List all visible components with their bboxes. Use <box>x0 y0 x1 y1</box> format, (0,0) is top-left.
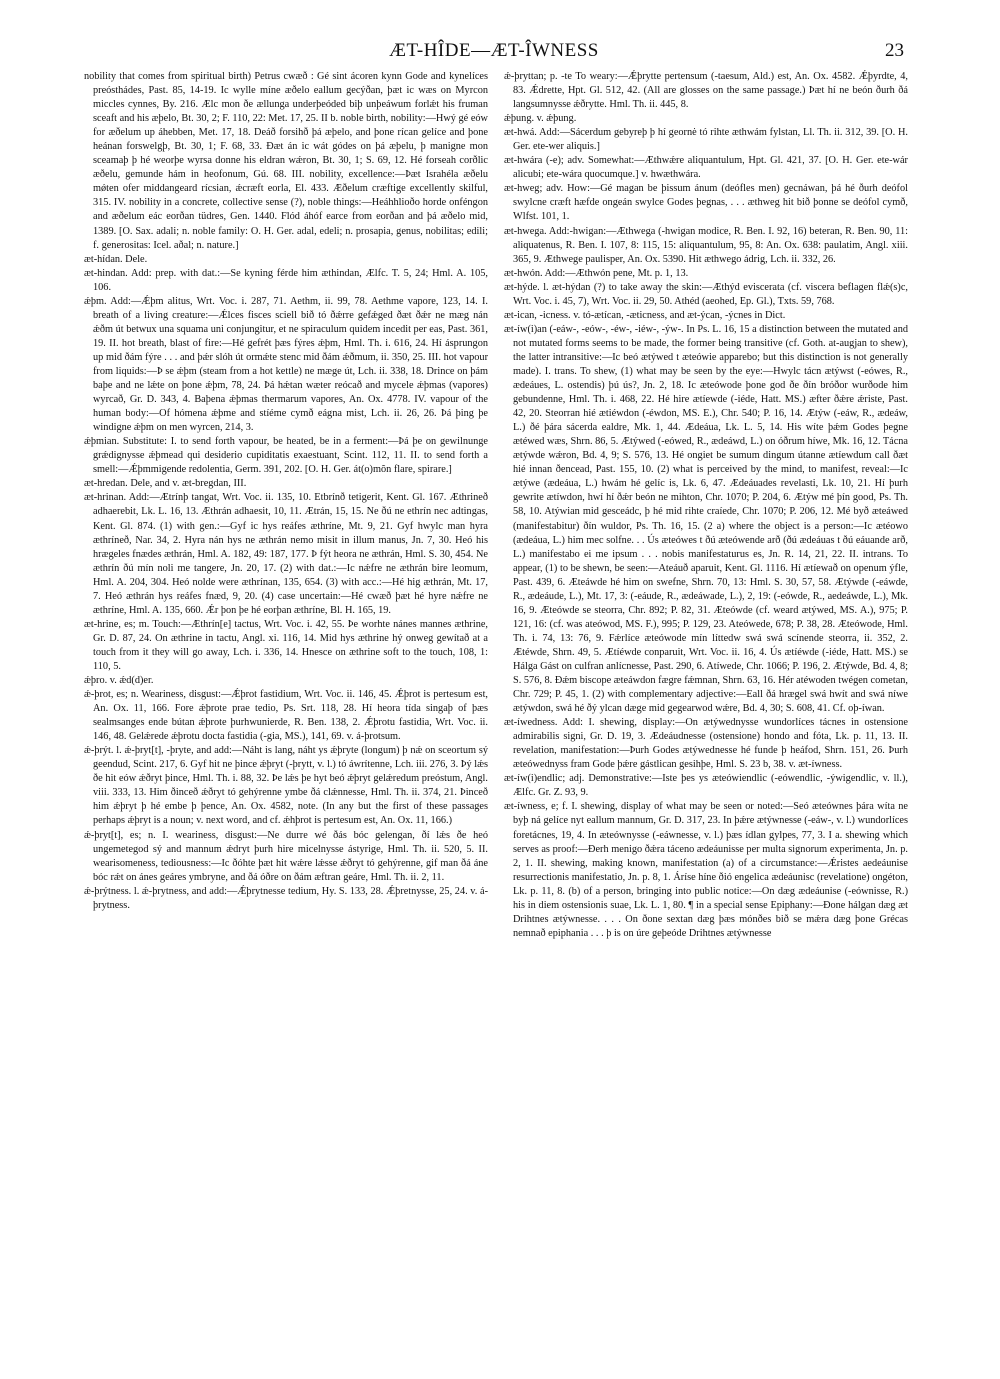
dictionary-entry: ǽ-þryttan; p. -te To weary:—Ǽþrytte pertensum (-taesum, Ald.) est, An. Ox. 4582. Ǽþyrdte, 4, 83. Ǽdrette, Hpt. Gl. 512, 42. (All are glosses on the same passage.) Þæt hí ne beón ðurh ðá langsumnysse ǽðrytte. Hml. Th. ii. 445, 8. <box>504 71 908 111</box>
dictionary-entry: æt-hrinan. Add:—Ætrínþ tangat, Wrt. Voc. ii. 135, 10. Etbrínð tetigerit, Kent. Gl. 167. Æthrineð adhaerebit, Lk. L. 16, 13. Æthrán adhaesit, 10, 11. Ætrán, 15, 15. Ne ðú ne ethrín nec adtingas, Kent. Gl. 874. (1) with gen.:—Gyf ic hys reáfes æthríne, Mt. 9, 21. Gyf hwylc man hyra æthríneð, Nar. 34, 2. Hyra nán hys ne æthrán nemo misit in illum manus, Jn. 7, 30. Heó his hrægeles fnædes æthrán, Hml. A. 182, 49: 187, 177. Þ fýt heora ne æthrán, Hml. S. 30, 454. Ne æthrín ðú mín noli me tangere, Jn. 20, 17. (2) with dat.:—Ic nǽfre ne æthrán bire leomum, Hml. A. 204, 304. Heó nolde were æthrínan, 135, 654. (3) with acc.:—Hé hig æthrán, Mt. 17, 7. Heó æthrán hys reáfes fnæd, 9, 20. (4) case uncertain:—Hé cwæð þæt hé hyre nǽfre ne æthríne, Hml. A. 135, 660. Ǽr þon þe hé eorþan æthríne, Bl. H. 165, 19. <box>84 492 488 616</box>
dictionary-entry: æt-hwega. Add:-hwigan:—Æthwega (-hwigan modice, R. Ben. I. 92, 16) beteran, R. Ben. 90, 11: aliquatenus, R. Ben. I. 107, 8: 115, 15: aliquantulum, 95, 8: An. Ox. 638: paulatim, Angl. xiii. 365, 9. Æthwege paulisper, An. Ox. 5390. Hit æthwego ádrig, Lch. ii. 332, 26. <box>504 225 908 265</box>
dictionary-entry: ǽ-þrýt. l. ǽ-þryt[t], -þryte, and add:—Náht is lang, náht ys ǽþryte (longum) þ nǽ on sceortum sý geendud, Scint. 217, 6. Gyf hit ne þince ǽþryt (-þrytt, v. l.) tó áwrítenne, Lch. iii. 276, 3. Þý lǽs ðe hit eów ǽðryt þince, Hml. Th. i. 88, 32. Þe lǽs þe hyt beó ǽþryt gelǽredum preóstum, Angl. viii. 333, 13. Him ðinceð ǽðryt tó gehýrenne ymbe ðá clǽnnesse, Hml. Th. ii. 374, 21. Þinceð him ǽþryt þ hé embe þ þence, An. Ox. 4582, note. (In any but the first of these passages perhaps ǽþryt is a noun; v. next word, and cf. ǽhþrot is pertesum est, An. Ox. 11, 166.) <box>84 745 488 827</box>
dictionary-entry: æt-íwness, e; f. I. shewing, display of what may be seen or noted:—Seó æteównes þára wíta ne byþ ná gelíce nyt eallum mannum, Gr. D. 317, 23. In þǽre ætýwnesse (-eáw-, v. l.) wundorlíces foretácnes, 19, 4. In æteównysse (-eáwnesse, v. l.) þæs ídlan gylpes, 77, 3. I a. shewing which serves as proof:—Ðerh menigo ðǽra táceno ædeáunisse per multa signorum experimenta, Jn. p. 2, 1. II. shewing, making known, manifestation (a) of a circumstance:—Ǽristes aedeáunise resurrectionis manifestatio, Jn. p. 8, 1. Áríse híne ðió engelica ædeáunisc (revelatione) ongéton, Lk. p. 11, 8. (b) of a person, bringing into public notice:—On dæg ædeáunise (-eównisse, R.) his in diem ostensionis suae, Lk. L. 1, 80. ¶ in a special sense Epiphany:—Ðone hálgan dæg æt Drihtnes ætýwnesse. . . . On ðone sextan dæg þæs mónðes bið se mǽra dæg þone Grécas nemnað epiphania . . . þ is on úre geþeóde Drihtnes ætýwnesse <box>504 801 908 939</box>
dictionary-entry: æt-hýde. l. æt-hýdan (?) to take away the skin:—Æthýd eviscerata (cf. viscera beflagen flǽ(s)c, Wrt. Voc. i. 45, 7), Wrt. Voc. ii. 29, 50. Athéd (aeohed, Ep. Gl.), Txts. 59, 768. <box>504 281 908 307</box>
running-head: ÆT-HÎDE—ÆT-ÎWNESS <box>389 40 599 61</box>
dictionary-entry: æt-íw(i)an (-eáw-, -eów-, -éw-, -iéw-, -ýw-. In Ps. L. 16, 15 a distinction between the mutated and not mutated forms seems to be made, the former being transitive (cf. Goth. at-augjan to shew), the latter intransitive:—Ic beó ætýwed t æteówie apparebo; but this distinction is not generally made). I. trans. To shew, (1) what may be seen by the eye:—Hwylc tácn ætýwst (-eówes, R., ædeáues, L. ostendis) þú ús?, Jn. 2, 18. Ic æteówode þone god ðe ðín bróðor wurðode him gebundenne, Hml. Th. i. 468, 22. Hé hire ætíewde (-iéde, Hatt. MS.) æfter ðǽre ǽriste, Past. 42, 20. Steorran hié ætiéwdon (-éwdon, MS. E.), Chr. 540; P. 16, 14. Ætýw (-eáw, R., ædeáw, L.) ðé þára sácerda ealdre, Mk. 1, 44. Ædeáua, Lk. L. 5, 14. His wíte þǽm Godes þegne ætéwed wæs, Shrn. 86, 5. Ætýwed (-eówed, R., ædeáwd, L.) on óðrum híwe, Mk. 16, 12. Tácna ætýwde wǽron, Bd. 4, 9; S. 576, 13. Hé ongiet be sumum dingum útanne ætíewdum call ðæt hié innan ðencead, Past. 155, 10. (2) what is perceived by the mind, to manifest, reveal:—Ic ætýwe (ædeáua, L.) hwám hé gelíc is, Lk. 6, 47. Ædeáuades revelasti, Lk. 10, 21. Hí þurh gewrite ætíwdon, hwí hí ðǽr beón ne mihton, Chr. 1070; P. 204, 6. Ætýw mé þín good, Ps. Th. 58, 10. Atýwian mid gesceádc, þ hé mid rihte craíede, Chr. 1070; P. 206, 12. Mé byð æteáwed (manifestabitur) ðín wuldor, Ps. Th. 16, 15. (2 a) where the object is a person:—Ic ætéowo (ædeáua, L.) him mec solfne. . . Ús æteówes t ðú æteówende arð (ðú ædeáuas t ðú eáuande arð, L.) manifestabo ei me ipsum . . . nobis manifestaturus es, Jn. R. 14, 21, 22. II. intrans. To appear, (1) to be shewn, be seen:—Ateáuð aparuit, Kent. Gl. 1116. Hí ætíewað on openum ýfle, Past. 439, 6. Æteáwde hé him on swefne, Shrn. 70, 13: Hml. S. 30, 57, 58. Ætýwde (-eáwde, R., ædeáude, L.), Mt. 17, 3: (-eáude, R., ædeáwade, L.), 2, 19: (-eówde, R., aedeáwde, L.), Mk. 16, 9. Æteówde se steorra, Chr. 892; P. 82, 31. Æteówde (cf. weard ætýwed, MS. A.), 975; P. 121, 16: (cf. was ateówod, MS. F.), 995; P. 129, 23. Ateówede, 678; P. 38, 28. Æteówode, Hml. Th. i. 74, 13: 76, 9. Fǽrlíce æteówode mín líttedw swá swá scínende steorra, ii. 352, 2. Ætéwde, Shrn. 49, 5. Ætíéwde conparuit, Wrt. Voc. ii. 16, 4. Ús ætíéwde (-iéde, Hatt. MS.) se Hálga Gást on culfran anlícnesse, Past. 290, 6. Atíwede, Chr. 1066; P. 196, 2. Ætýwde, Bd. 4, 8; S. 576, 8. Ðǽm biscope æteáwdon fægre fǽmnan, Shrn. 63, 16. Hér atéwoden twégen cometan, Chr. 729; P. 45, 1. (2) with complementary adjective:—Eall ðá hrægel swá hwít and swá níwe ætýwdon, swá hé ðý ylcan dæge mid gegearwod wǽre, Bd. 4, 30; S. 608, 41. Cf. oþ-íwan. <box>504 323 908 715</box>
page-header <box>84 40 904 70</box>
dictionary-entry: ǽþro. v. ǽd(d)er. <box>84 675 154 687</box>
dictionary-entry: ǽ-þrýtness. l. ǽ-þrytness, and add:—Ǽþrytnesse tedium, Hy. S. 133, 28. Ǽþretnysse, 25, 24. v. á-þrytness. <box>84 885 488 911</box>
dictionary-entry: ǽþung. v. ǽþung. <box>504 113 577 125</box>
dictionary-entry: æt-hindan. Add: prep. with dat.:—Se kyning férde him æthindan, Ælfc. T. 5, 24; Hml. A. 105, 106. <box>84 267 488 293</box>
page-number: 23 <box>885 40 904 61</box>
dictionary-entry: æt-hrine, es; m. Touch:—Æthrín[e] tactus, Wrt. Voc. i. 42, 55. Þe worhte nánes mannes æthrine, Gr. D. 87, 24. On æthrine in tactu, Angl. xi. 116, 14. Mid hys æthrine hý onweg gewítað at a touch from it they will go away, Lch. i. 336, 14. Hnesce on æthrine soft to the touch, 108, 1: 110, 5. <box>84 618 488 672</box>
dictionary-entry: æt-hwón. Add:—Æthwón pene, Mt. p. 1, 13. <box>504 267 689 279</box>
left-column <box>84 70 488 1360</box>
right-column <box>504 70 908 1360</box>
dictionary-entry: ǽ-þrot, es; n. Weariness, disgust:—Ǽþrot fastidium, Wrt. Voc. ii. 146, 45. Ǽþrot is pertesum est, An. Ox. 11, 166. Fore ǽþrote prae tedio, Ps. Srt. 118, 28. Hí heora tída singaþ of þæs sealmsanges ende bútan ǽþrote þurhwunierde, R. Ben. 138, 2. Ǽþrotu fastidia, Wrt. Voc. ii. 146, 48. Gelǽrede ǽþrotu docta fastidia (-gia, MS.), 141, 69. v. á-þrotsum. <box>84 689 488 743</box>
dictionary-entry: æt-hweg; adv. How:—Gé magan be þissum ánum (deófles men) gecnáwan, þá hé ðurh deófol swylcne cræft hæfde ongeán swylce Godes þegnas, . . . æthweg hit bið þonne se deófol cymð, Wlfst. 101, 1. <box>504 183 908 223</box>
dictionary-entry: nobility that comes from spiritual birth) Petrus cwæð : Gé sint ácoren kynn Gode and kynelíces preósthádes, Past. 85, 14-19. Ic wylle míne æðelo eallum gecýðan, þæt ic wæs on Myrcon miccles cynnes, By. 216. Ælc mon ðe ællunga underþeóded biþ unþeáwum forlǽt his fruman sceaft and his æþelo, Bt. 30, 2; F. 110, 22: Met. 17, 25. II b. noble birth, nobility:—Hwý gé eów for æðelum up áhebben, Met. 17, 18. Deáð forsihð þá æþelo, and þone rícan gelíce and þone heánan forswelgþ, Bt. 30, 1; F. 68, 33. Ðæt án ic wát gódes on þá æþelu, þ manigne mon sceamaþ þ hé weorþe wyrsa donne his eldran wǽron, Bt. 30, 1; S. 69, 12. Hé forseah corðlic æðelu, gemunde hám in heofonum, Gú. 68. III. nobility, excellence:—Þæt Israhéla æðelu mǿten ofer middangeard rícsian, ǽcræft eorla, El. 433. Æðelum cræftige excellently skilful, 315. IV. nobility in a concrete, collective sense (?), noble things:—Heáhhlioðo horde onféngon and æðelum eác eorðan tüdres, Gen. 1440. Flód áhóf earce from eorðan and þá æðelo mid, 1389. [O. Sax. adali; n. noble family: O. H. Ger. adal, edeli; n. prosapia, genus, nobilitas; edili; f. generositas: Icel. aðal; n. nature.] <box>84 71 488 251</box>
dictionary-entry: æt-hídan. Dele. <box>84 253 148 265</box>
dictionary-entry: ǽþmian. Substitute: I. to send forth vapour, be heated, be in a ferment:—Þá þe on gewilnunge grǽdignysse ǽþmead qui desiderio cupiditatis exaestuant, Scint. 112, 11. II. to send forth a smell:—Ǽþmmigende redolentia, Germ. 391, 202. [O. H. Ger. át(o)mõn flare, spirare.] <box>84 436 488 476</box>
dictionary-entry: æt-íw(i)endlic; adj. Demonstrative:—Iste þes ys æteówiendlic (-eówendlic, -ýwigendlic, v. ll.), Ælfc. Gr. Z. 93, 9. <box>504 773 908 799</box>
dictionary-entry: ǽþm. Add:—Ǽþm alitus, Wrt. Voc. i. 287, 71. Aethm, ii. 99, 78. Aethme vapore, 123, 14. I. breath of a living creature:—Ǽlces fisces sciell bið tó ðǽrre gefǽged ðæt ðǽr ne mæg nán ǽðm út betwux una squama uni conjungitur, et ne spiraculum quidem incedit per eas, Past. 361, 19. II. hot breath, blast of fire:—Hé gefrét þæs fýres ǽþm, Hml. Th. i. 616, 24. Hí ásprungon up mid ðám fýre . . . and þǽr slóh út ormǽte stenc mid ðám ǽðmum, ii. 350, 25. III. hot vapour from liquids:—Þ se ǽþm (steam from a hot kettle) ne mæge út, Lch. ii. 338, 18. Drince on þám baþe and ne lǽte on þone ǽþm, 78, 24. Þá hǽtan wæter reócað and mycele ǽþmas (vapores) wyrcað, Gr. D. 343, 4. Baþena ǽþmas thermarum vapores, An. Ox. 4778. IV. vapour of the human body:—Of hómena ǽþme and stíéme cymð eágna mist, Lch. ii. 26, 26. Þá þing þe windigne ǽþm on men wyrcen, 214, 3. <box>84 295 488 434</box>
dictionary-entry: ǽ-þryt[t], es; n. I. weariness, disgust:—Ne durre wé ðás bóc gelengan, ðí lǽs ðe heó ungemetegod sý and mannum ǽdryt þurh hire micelnysse ástyrige, Hml. Th. ii. 520, 5. II. wearisomeness, tediousness:—Ic ðóhte þæt hit wǽre lǽsse ǽðryt tó gehýrenne, gif man ðá áne bóc rǽt on ánes geáres ymbryne, and ðá óðre on ðám æftran geáre, Hml. Th. ii. 2, 11. <box>84 829 488 883</box>
dictionary-entry: æt-hredan. Dele, and v. æt-bregdan, III. <box>84 478 247 490</box>
dictionary-entry: æt-ican, -icness. v. tó-ætícan, -æticness, and æt-ýcan, -ýcnes in Dict. <box>504 309 786 321</box>
dictionary-entry: æt-hwára (-e); adv. Somewhat:—Æthwǽre aliquantulum, Hpt. Gl. 421, 37. [O. H. Ger. ete-wár alicubi; ete-wára quocumque.] v. hwæthwára. <box>504 155 908 181</box>
columns <box>84 70 908 1360</box>
dictionary-entry: æt-hwá. Add:—Sácerdum gebyreþ þ hí geornė tó rihte æthwám fylstan, Ll. Th. ii. 312, 39. [O. H. Ger. ete-wer aliquis.] <box>504 127 908 153</box>
dictionary-entry: æt-íwedness. Add: I. shewing, display:—On ætýwednysse wundorlíces tácnes in ostensione admirabilis signi, Gr. D. 19, 3. Ædeáudnesse (ostensione) hondo and fóta, Lk. p. 11, 13. II. revelation, manifestation:—Þurh Godes ætýwednesse hé funde þ heáfod, Shrn. 151, 26. Þurh æteówednyss fram Gode þǽre gástlican gesihþe, Hml. S. 23 b, 38. v. æt-íwness. <box>504 717 908 771</box>
